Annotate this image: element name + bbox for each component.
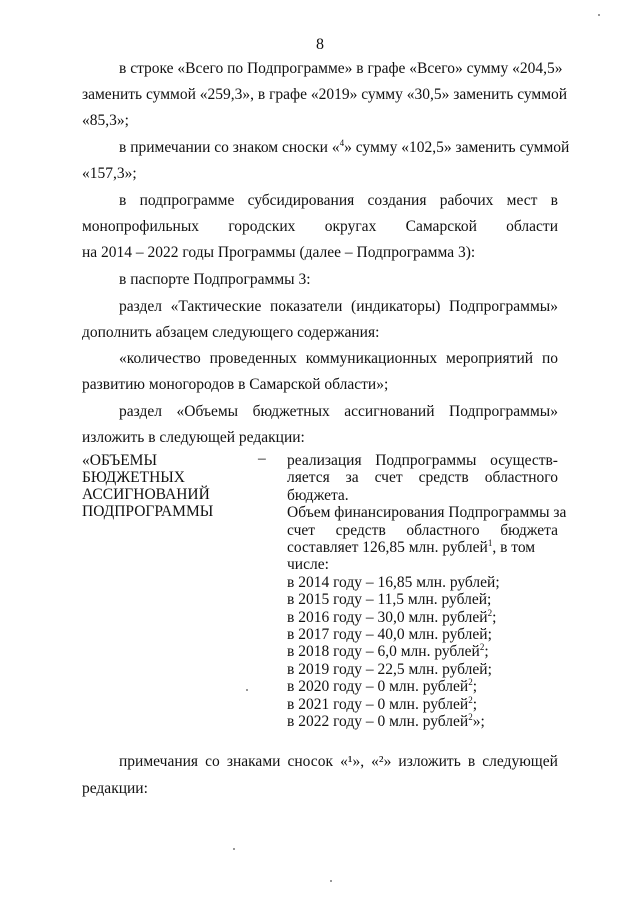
word: со	[205, 753, 220, 770]
year-line	[287, 609, 558, 626]
word: области	[506, 218, 558, 235]
justified-line	[119, 403, 558, 421]
word: областного	[484, 469, 558, 487]
text-line: «85,3»;	[82, 112, 129, 129]
word: осуществ-	[490, 452, 558, 469]
label-line: БЮДЖЕТНЫХ	[82, 469, 185, 486]
year-text: в 2016 году – 30,0 млн. рублей	[287, 608, 488, 626]
word: счет	[374, 469, 403, 487]
word: «²»	[371, 753, 392, 770]
word: бюджета	[500, 521, 558, 539]
text-line: заменить суммой «259,3», в графе «2019» сумму «30,5» заменить суммой	[82, 86, 568, 103]
year-text: в 2019 году – 22,5 млн. рублей;	[287, 660, 492, 678]
word: бюджетных	[252, 403, 330, 420]
year-line	[287, 643, 558, 660]
footnote-mark: 2	[479, 642, 485, 653]
text-line: «157,3»;	[82, 165, 137, 182]
word: в	[119, 192, 127, 209]
footnote-mark: 4	[339, 137, 345, 148]
word: ляется	[287, 469, 330, 487]
word: городских	[228, 218, 296, 235]
word: сносок	[287, 753, 333, 770]
value-line	[287, 522, 558, 539]
year-line	[287, 678, 558, 695]
word: знаками	[226, 753, 281, 770]
year-line	[287, 661, 558, 678]
word: мероприятий	[446, 350, 534, 367]
text-line: в паспорте Подпрограммы 3:	[119, 271, 311, 288]
footnote-mark: 1	[487, 537, 493, 548]
passport-label	[82, 452, 213, 520]
word: (индикаторы)	[351, 298, 441, 315]
justified-line	[119, 753, 558, 771]
footnote-mark: 2	[468, 711, 473, 722]
year-list	[287, 574, 558, 731]
word: в	[467, 753, 476, 770]
word: создания	[367, 192, 427, 209]
year-tail: ;	[472, 678, 478, 696]
year-tail: ;	[472, 695, 478, 713]
year-text: в 2021 году – 0 млн. рублей	[287, 695, 469, 713]
text-fragment: составляет 126,85 млн. рублей	[287, 539, 488, 557]
scan-speck	[233, 848, 235, 850]
word: следующей	[482, 753, 558, 770]
label-line: «ОБЪЕМЫ	[82, 452, 157, 469]
year-tail: »;	[472, 713, 485, 731]
year-line	[287, 574, 558, 591]
year-text: в 2017 году – 40,0 млн. рублей;	[287, 626, 492, 644]
word: «Тактические	[170, 298, 262, 315]
justified-line	[119, 298, 558, 316]
year-tail: ;	[492, 608, 497, 626]
text-line: развитию моногородов в Самарской области»;	[82, 376, 389, 393]
word: средств	[335, 521, 386, 539]
scan-speck	[246, 689, 248, 691]
year-tail: ;	[484, 643, 489, 661]
year-line	[287, 626, 558, 643]
text-fragment: » сумму «102,5» заменить суммой	[344, 139, 570, 156]
footnote-mark: 2	[468, 694, 473, 705]
word: областного	[406, 521, 480, 539]
word: за	[345, 469, 359, 487]
word: подпрограмме	[139, 192, 235, 209]
year-text: в 2022 году – 0 млн. рублей	[287, 713, 469, 731]
justified-line	[82, 218, 558, 236]
word: «количество	[119, 350, 201, 367]
word: коммуникационных	[305, 350, 438, 367]
text-line: на 2014 – 2022 годы Программы (далее – Подпрограмма 3):	[82, 244, 476, 261]
text-line: редакции:	[82, 780, 148, 797]
text-line	[119, 137, 570, 157]
value-line	[287, 539, 558, 556]
footnote-mark: 2	[468, 677, 473, 688]
value-line: Объем финансирования Подпрограммы за	[287, 504, 567, 522]
value-line	[287, 469, 558, 486]
year-text: в 2018 году – 6,0 млн. рублей	[287, 643, 480, 661]
word: рабочих	[439, 192, 494, 209]
word: субсидирования	[247, 192, 355, 209]
year-line	[287, 591, 558, 608]
word: в	[550, 192, 558, 209]
word: раздел	[119, 403, 162, 420]
passport-value	[287, 452, 567, 731]
word: округах	[324, 218, 377, 235]
text-fragment: в примечании со знаком сноски «	[119, 139, 340, 156]
word: раздел	[119, 298, 162, 315]
word: Подпрограммы»	[449, 298, 558, 315]
word: реализация	[287, 452, 362, 469]
page-number: 8	[316, 36, 324, 53]
word: Подпрограммы	[375, 452, 477, 469]
word: Самарской	[405, 218, 477, 235]
text-line: дополнить абзацем следующего содержания:	[82, 324, 380, 341]
text-line: в строке «Всего по Подпрограмме» в графе «Всего» сумму «204,5»	[119, 60, 563, 77]
value-line: бюджета.	[287, 486, 349, 504]
word: «Объемы	[176, 403, 239, 420]
scan-speck	[598, 14, 600, 16]
word: «¹»,	[340, 753, 365, 770]
year-line	[287, 696, 558, 713]
label-dash: –	[258, 450, 266, 467]
year-text: в 2015 году – 11,5 млн. рублей;	[287, 591, 492, 609]
word: монопрофильных	[82, 218, 199, 235]
label-line: АССИГНОВАНИЙ	[82, 486, 210, 503]
year-line	[287, 713, 558, 730]
year-text: в 2014 году – 16,85 млн. рублей;	[287, 573, 500, 591]
footnote-mark: 2	[487, 607, 493, 618]
text-fragment: , в том	[492, 539, 536, 557]
value-line: числе:	[287, 556, 329, 574]
year-text: в 2020 году – 0 млн. рублей	[287, 678, 469, 696]
word: счет	[287, 521, 316, 539]
justified-line	[119, 350, 558, 368]
justified-line	[119, 192, 558, 210]
word: примечания	[119, 753, 199, 770]
word: проведенных	[209, 350, 297, 367]
scan-speck	[330, 880, 332, 882]
word: средств	[418, 469, 469, 487]
word: мест	[506, 192, 538, 209]
word: изложить	[398, 753, 461, 770]
value-line	[287, 452, 558, 469]
word: Подпрограммы»	[449, 403, 558, 420]
text-line: изложить в следующей редакции:	[82, 429, 305, 446]
word: показатели	[269, 298, 343, 315]
word: ассигнований	[344, 403, 435, 420]
label-line: ПОДПРОГРАММЫ	[82, 503, 214, 520]
word: по	[541, 350, 558, 367]
